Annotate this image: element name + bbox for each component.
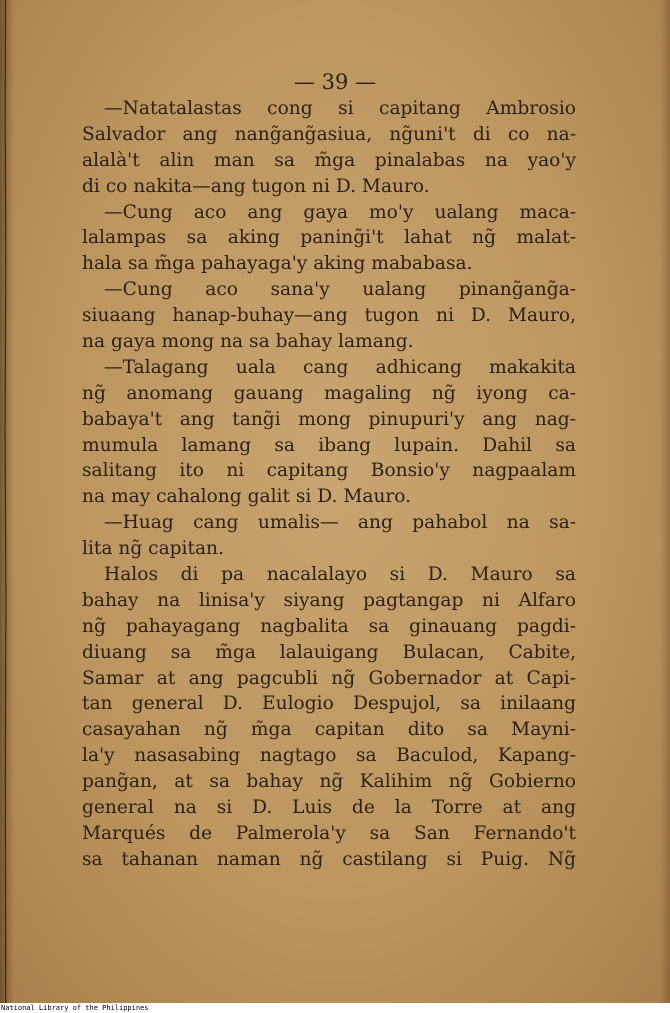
- text-line: —Cung aco ang gaya mo'y ualang maca-: [104, 201, 576, 223]
- page-number: — 39 —: [293, 70, 377, 94]
- text-line: di co nakita—ang tugon ni D. Mauro.: [82, 175, 430, 197]
- text-line: alalà't alin man sa m̃ga pinalabas na yao'y: [82, 149, 576, 171]
- text-line: Salvador ang nang̃ang̃asiua, ng̃uni't di co na-: [82, 123, 576, 145]
- text-line: la'y nasasabing nagtago sa Baculod, Kapang-: [82, 745, 576, 767]
- text-line: mumula lamang sa ibang lupain. Dahil sa: [82, 434, 576, 456]
- text-line: na may cahalong galit si D. Mauro.: [82, 486, 412, 508]
- text-line: pang̃an, at sa bahay ng̃ Kalihim ng̃ Gobierno: [82, 771, 576, 793]
- text-line: Samar at ang pagcubli ng̃ Gobernador at Capi-: [82, 667, 576, 689]
- text-line: ng̃ pahayagang nagbalita sa ginauang pagdi-: [82, 615, 576, 637]
- text-line: hala sa m̃ga pahayaga'y aking mababasa.: [82, 253, 473, 275]
- text-line: tan general D. Eulogio Despujol, sa inilaang: [82, 693, 576, 715]
- text-line: lita ng̃ capitan.: [82, 538, 224, 560]
- text-line: —Natatalastas cong si capitang Ambrosio: [104, 98, 576, 119]
- text-line: —Huag cang umalis— ang pahabol na sa-: [104, 512, 576, 534]
- text-line: na gaya mong na sa bahay lamang.: [82, 331, 414, 353]
- text-line: Marqués de Palmerola'y sa San Fernando't: [82, 822, 576, 844]
- text-line: diuang sa m̃ga lalauigang Bulacan, Cabite,: [82, 641, 576, 663]
- text-line: sa tahanan naman ng̃ castilang si Puig. Ng̃: [82, 848, 576, 870]
- text-line: Halos di pa nacalalayo si D. Mauro sa: [104, 564, 576, 586]
- library-credit: National Library of the Philippines: [1, 1004, 149, 1012]
- text-line: lalampas sa aking paning̃i't lahat ng̃ malat-: [82, 227, 576, 249]
- text-line: —Talagang uala cang adhicang makakita: [104, 356, 576, 378]
- text-line: bahay na linisa'y siyang pagtangap ni Alfaro: [82, 589, 576, 611]
- text-line: casayahan ng̃ m̃ga capitan dito sa Mayni-: [82, 719, 576, 741]
- text-line: general na si D. Luis de la Torre at ang: [82, 797, 576, 819]
- text-line: siuaang hanap-buhay—ang tugon ni D. Mauro,: [82, 305, 576, 327]
- page-edge-tear: [4, 0, 7, 1003]
- text-line: ng̃ anomang gauang magaling ng̃ iyong ca-: [82, 382, 576, 404]
- text-line: —Cung aco sana'y ualang pinang̃ang̃a-: [104, 279, 576, 301]
- text-line: babaya't ang tang̃i mong pinupuri'y ang nag-: [82, 408, 576, 430]
- text-line: salitang ito ni capitang Bonsio'y nagpaalam: [82, 460, 576, 482]
- page-text-body: [82, 96, 576, 873]
